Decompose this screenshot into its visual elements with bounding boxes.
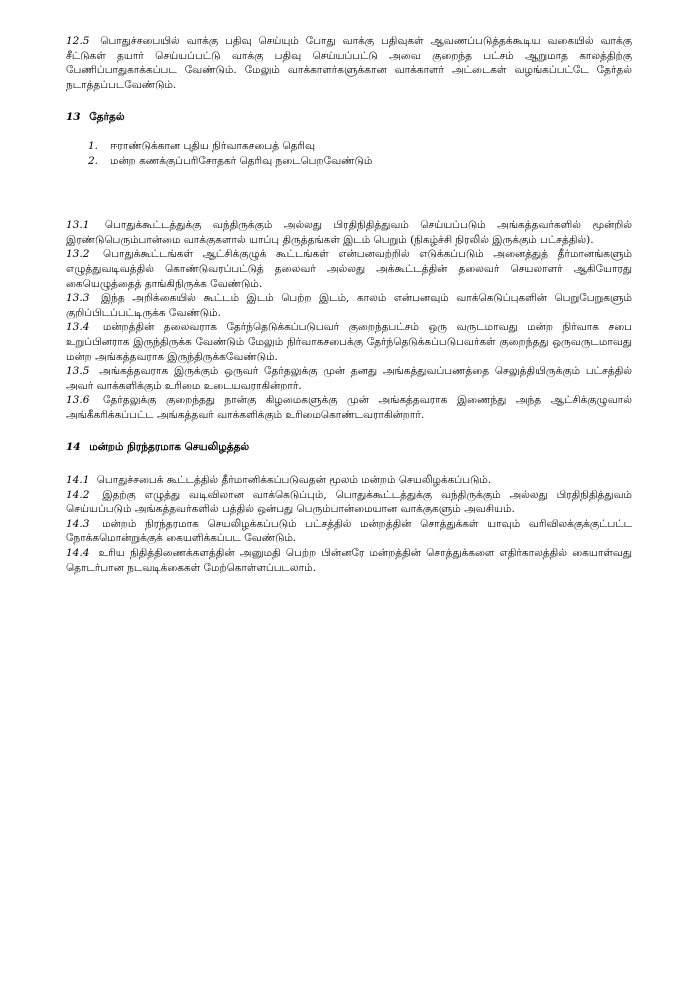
list-item: [88, 154, 632, 169]
paragraph-14-3: [66, 517, 632, 546]
paragraph-13-3: [66, 291, 632, 320]
paragraph-text: இதற்கு எழுத்து வடிவிலான வாக்கெடுப்பும், பொதுக்கூட்டத்துக்கு வந்திருக்கும் அல்லது பிரதிநிதித்துவம் செய்யப்படும் அங்கத்தவர்களில் பத்தில் ஒன்பது பெரும்பான்மையான வாக்குகளும் அவசியம்.: [66, 488, 632, 516]
document-page: [66, 34, 632, 575]
list-item-number: 2.: [88, 154, 99, 167]
paragraph-number: 14.3: [66, 517, 90, 530]
paragraph-text: உரிய நிதித்திணைக்களத்தின் அனுமதி பெற்ற பின்னரே மன்றத்தின் சொத்துக்களை எதிர்காலத்தில் கையாள்வது தொடர்பான நடவடிக்கைகள் மேற்கொள்ளப்படலாம்.: [66, 547, 632, 574]
section-number: 14: [66, 441, 81, 454]
list-item-text: மன்ற கணக்குப்பரிசோதகர் தெரிவு நடைபெறவேண்டும்: [110, 154, 373, 167]
paragraph-text: தேர்தலுக்கு குறைந்தது நான்கு கிழமைகளுக்கு முன் அங்கத்தவராக இணைந்து அந்த ஆட்சிக்குழுவால் அங்கீகரிக்கப்பட்ட அங்கத்தவர் வாக்களிக்கும் உரிமைகொண்டவராகின்றார்.: [66, 394, 632, 421]
paragraph-13-6: [66, 393, 632, 422]
list-item-number: 1.: [88, 139, 99, 152]
paragraph-text: இந்த அறிக்கையில் கூட்டம் இடம் பெற்ற இடம், காலம் என்பனவும் வாக்கெடுப்புகளின் பெறுபேறுகளும் குறிப்பிடப்பட்டிருக்க வேண்டும்.: [66, 292, 632, 319]
paragraph-13-5: [66, 364, 632, 393]
paragraph-number: 14.4: [66, 547, 90, 560]
paragraph-number: 12.5: [66, 35, 90, 47]
section-title: தேர்தல்: [89, 111, 125, 124]
paragraph-14-2: [66, 488, 632, 517]
paragraph-text: அங்கத்தவராக இருக்கும் ஒருவர் தேர்தலுக்கு முன் தனது அங்கத்துவப்பணத்தை செலுத்தியிருக்கும் பட்சத்தில் அவர் வாக்களிக்கும் உரிமை உடையவராகின்றார்.: [66, 365, 633, 392]
paragraph-number: 13.5: [66, 365, 90, 378]
paragraph-text: மன்றம் நிரந்தரமாக செயலிழக்கப்படும் பட்சத்தில் மன்றத்தின் சொத்துக்கள் யாவும் வரிவிலக்குக்குட்பட்ட நோக்கமொன்றுக்குக் கையளிக்கப்பட வேண்டும்.: [66, 517, 632, 545]
section-number: 13: [66, 111, 81, 124]
paragraph-number: 13.3: [66, 292, 90, 305]
paragraph-14-1: [66, 473, 632, 488]
list-item: [88, 139, 632, 154]
section-heading-14: [66, 440, 632, 455]
election-list: [66, 139, 632, 168]
paragraph-13-4: [66, 320, 632, 364]
section-title: மன்றம் நிரந்தரமாக செயலிழத்தல்: [89, 441, 250, 454]
paragraph-number: 14.1: [66, 474, 90, 487]
paragraph-text: பொதுக்கூட்டங்கள் ஆட்சிக்குழுக் கூட்டங்கள் என்பனவற்றில் எடுக்கப்படும் அனைத்துத் தீர்மானங்களும் எழுத்துவடிவத்தில் கொண்டுவரப்பட்டுத் தலைவர் அல்லது அக்கூட்டத்தின் தலைவர் செயலாளர் ஆகியோரது கையெழுத்தைத் தாங்கிநிருக்க வேண்டும்.: [66, 248, 632, 290]
paragraph-text: பொதுக்கூட்டத்துக்கு வந்திருக்கும் அல்லது பிரதிநிதித்துவம் செய்யப்படும் அங்கத்தவர்களில் மூன்றில் இரண்டுபெரும்பான்மை வாக்குகளால் யாப்பு திருத்தங்கள் இடம் பெறும் (நிகழ்ச்சி நிரலில் இருக்கும் பட்சத்தில்).: [66, 219, 633, 246]
paragraph-text: பொதுச்சபையில் வாக்கு பதிவு செய்யும் போது வாக்கு பதிவுகள் ஆவணப்படுத்தக்கூடிய வகையில் வாக்கு சீட்டுகள் தயார் செய்யப்பட்டு வாக்கு பதிவு செய்யப்பட்டு அவை குறைந்த பட்சம் ஆறுமாத காலத்திற்கு பேணிப்பாதுகாக்கப்பட வேண்டும். மேலும் வாக்காளர்களுக்கான வாக்காளர் அட்டைகள் வழங்கப்பட்டே தேர்தல் நடாத்தப்படவேண்டும்.: [66, 35, 632, 91]
section-heading-13: [66, 110, 632, 125]
paragraph-14-4: [66, 546, 632, 575]
paragraph-13-1: [66, 218, 632, 247]
paragraph-number: 13.2: [66, 248, 90, 261]
paragraph-12-5: [66, 34, 632, 92]
paragraph-number: 13.6: [66, 394, 90, 407]
list-item-text: ஈராண்டுக்கான புதிய நிர்வாகசபைத் தெரிவு: [110, 139, 316, 152]
paragraph-number: 13.1: [66, 219, 90, 232]
paragraph-text: மன்றத்தின் தலைவராக தேர்ந்தெடுக்கப்படுபவர் குறைந்தபட்சம் ஒரு வருடமாவது மன்ற நிர்வாக சபை உறுப்பினராக இருந்திருக்க வேண்டும் மேலும் நிர்வாகசபைக்கு தேர்ந்தெடுக்கப்படுபவர்கள் குறைந்தது ஒருவருடமாவது மன்ற அங்கத்தவராக இருந்திருக்கவேண்டும்.: [66, 321, 632, 363]
paragraph-13-2: [66, 247, 632, 291]
paragraph-text: பொதுச்சபைக் கூட்டத்தில் தீர்மானிக்கப்படுவதன் மூலம் மன்றம் செயலிழக்கப்படும்.: [96, 474, 492, 487]
paragraph-number: 14.2: [66, 488, 90, 501]
paragraph-number: 13.4: [66, 321, 90, 334]
